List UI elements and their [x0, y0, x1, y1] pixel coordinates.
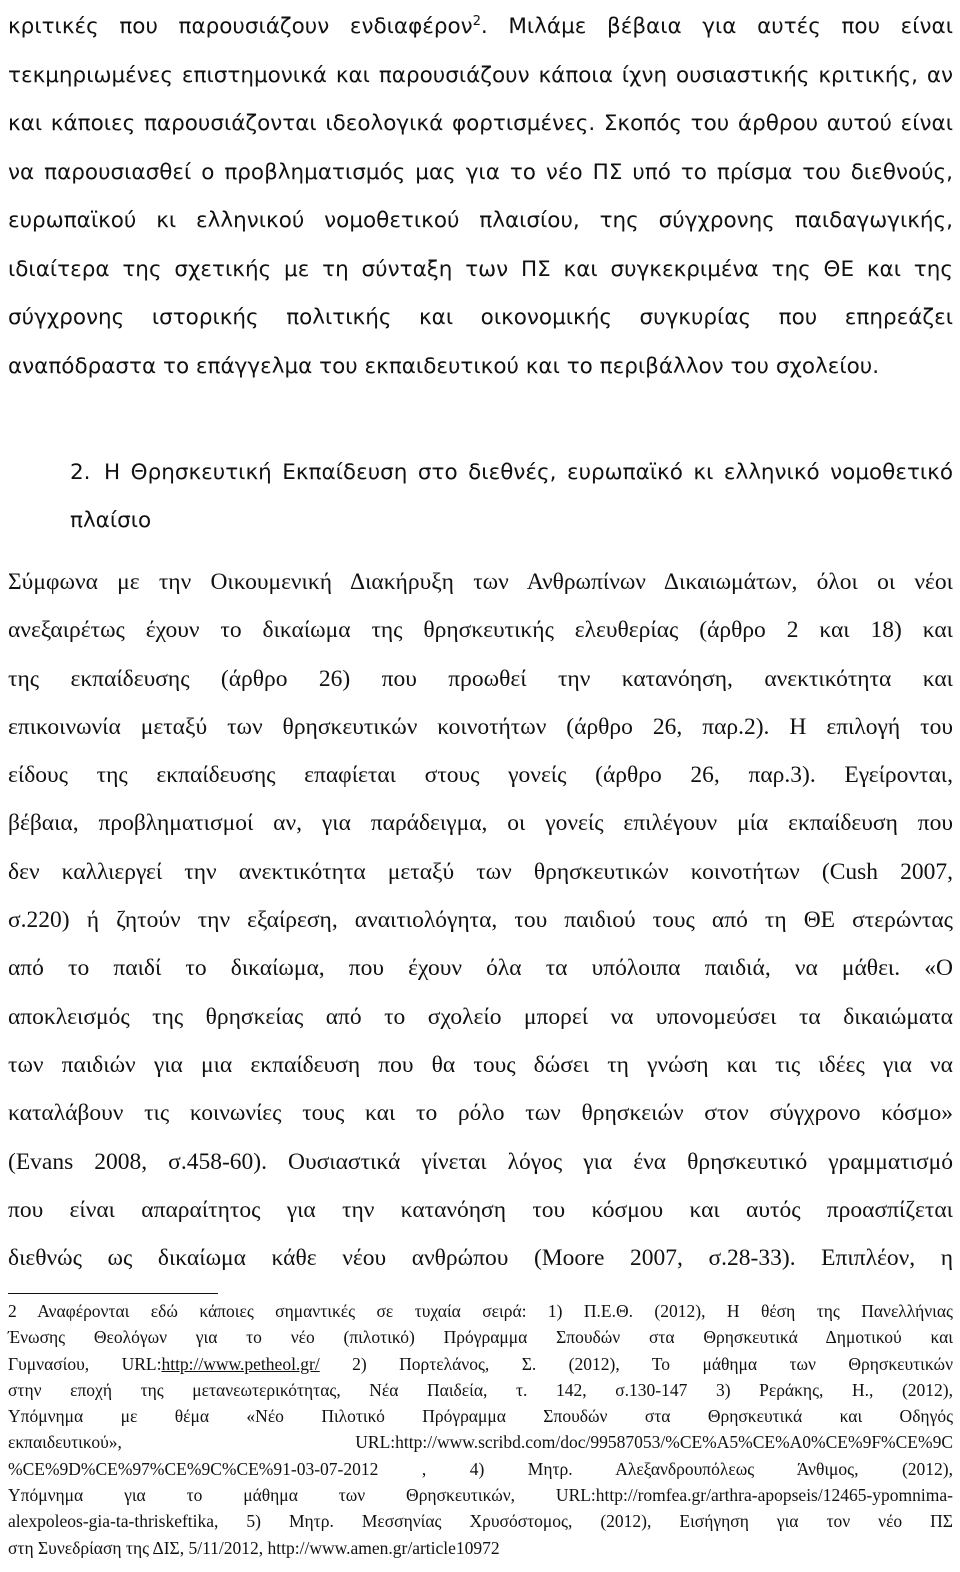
- section-heading: [70, 449, 953, 545]
- footnote-divider: [8, 1293, 218, 1294]
- body-line: από το παιδί το δικαίωμα, που έχουν όλα τα υπόλοιπα παιδιά, να μάθει. «Ο: [8, 955, 953, 982]
- footnote-line-3: Γυμνασίου, URL:http://www.petheol.gr/ 2) Πορτελάνος, Σ. (2012), Το μάθημα των Θρησκευτικών: [8, 1353, 953, 1374]
- body-line: ανεξαιρέτως έχουν το δικαίωμα της θρησκευτικής ελευθερίας (άρθρο 2 και 18) και: [8, 617, 953, 644]
- body-line: αποκλεισμός της θρησκείας από το σχολείο μπορεί να υπονομεύσει τα δικαιώματα: [8, 1003, 953, 1030]
- footnote-line: alexpoleos-gia-ta-thriskeftika, 5) Μητρ. Μεσσηνίας Χρυσόστομος, (2012), Εισήγηση για τον νέο ΠΣ: [8, 1511, 953, 1532]
- footnote-line: 2 Αναφέρονται εδώ κάποιες σημαντικές σε τυχαία σειρά: 1) Π.Ε.Θ. (2012), Η θέση της Πανελλήνιας: [8, 1301, 953, 1321]
- footnote-line: Ένωσης Θεολόγων για το νέο (πιλοτικό) Πρόγραμμα Σπουδών στα Θρησκευτικά Δημοτικού και: [8, 1327, 953, 1348]
- intro-line: σύγχρονης ιστορικής πολιτικής και οικονομικής συγκυρίας που επηρεάζει: [8, 305, 953, 330]
- section-number: 2.: [70, 460, 91, 485]
- footnote-line: %CE%9D%CE%97%CE%9C%CE%91-03-07-2012 , 4) Μητρ. Αλεξανδρουπόλεως Άνθιμος, (2012),: [8, 1458, 953, 1479]
- footnote-line: στη Συνεδρίαση της ΔΙΣ, 5/11/2012, http://www.amen.gr/article10972: [8, 1537, 500, 1558]
- body-line: καταλάβουν τις κοινωνίες τους και το ρόλο των θρησκειών στον σύγχρονο κόσμο»: [8, 1100, 953, 1127]
- footnote: [8, 1298, 953, 1561]
- body-line: (Evans 2008, σ.458-60). Ουσιαστικά γίνεται λόγος για ένα θρησκευτικό γραμματισμό: [8, 1148, 953, 1175]
- section-heading-line-1: [70, 449, 953, 497]
- body-line: επικοινωνία μεταξύ των θρησκευτικών κοινοτήτων (άρθρο 26, παρ.2). Η επιλογή του: [8, 713, 953, 740]
- body-line: που είναι απαραίτητος για την κατανόηση του κόσμου και αυτός προασπίζεται: [8, 1196, 953, 1223]
- footnote-line: Υπόμνημα για το μάθημα των Θρησκευτικών, URL:http://romfea.gr/arthra-apopseis/12465-ypomnima-: [8, 1485, 953, 1506]
- intro-line: και κάποιες παρουσιάζονται ιδεολογικά φορτισμένες. Σκοπός του άρθρου αυτού είναι: [8, 111, 953, 136]
- footnote-line: Υπόμνημα με θέμα «Νέο Πιλοτικό Πρόγραμμα Σπουδών στα Θρησκευτικά και Οδηγός: [8, 1406, 953, 1427]
- section-title: Η Θρησκευτική Εκπαίδευση στο διεθνές, ευρωπαϊκό κι ελληνικό νομοθετικό: [104, 460, 953, 485]
- body-line: σ.220) ή ζητούν την εξαίρεση, αναιτιολόγητα, του παιδιού τους από τη ΘΕ στερώντας: [8, 907, 953, 934]
- section-title-continued: πλαίσιο: [70, 508, 152, 533]
- intro-line: τεκμηριωμένες επιστημονικά και παρουσιάζουν κάποια ίχνη ουσιαστικής κριτικής, αν: [8, 62, 953, 88]
- body-line: των παιδιών για μια εκπαίδευση που θα τους δώσει τη γνώση και τις ιδέες για να: [8, 1051, 953, 1078]
- body-line: είδους της εκπαίδευσης επαφίεται στους γονείς (άρθρο 26, παρ.3). Εγείρονται,: [8, 762, 953, 789]
- body-line: διεθνώς ως δικαίωμα κάθε νέου ανθρώπου (Moore 2007, σ.28-33). Επιπλέον, η: [8, 1245, 953, 1272]
- intro-line: ευρωπαϊκού κι ελληνικού νομοθετικού πλαισίου, της σύγχρονης παιδαγωγικής,: [8, 208, 953, 233]
- intro-line: να παρουσιασθεί ο προβληματισμός μας για το νέο ΠΣ υπό το πρίσμα του διεθνούς,: [8, 159, 953, 185]
- footnote-reference[interactable]: 2: [472, 13, 481, 29]
- body-line: δεν καλλιεργεί την ανεκτικότητα μεταξύ των θρησκευτικών κοινοτήτων (Cush 2007,: [8, 858, 953, 885]
- petheol-link[interactable]: http://www.petheol.gr/: [161, 1353, 320, 1374]
- body-line: βέβαια, προβληματισμοί αν, για παράδειγμα, οι γονείς επιλέγουν μία εκπαίδευση που: [8, 810, 953, 837]
- body-line: της εκπαίδευσης (άρθρο 26) που προωθεί την κατανόηση, ανεκτικότητα και: [8, 665, 953, 692]
- footnote-line: στην εποχή της μετανεωτερικότητας, Νέα Παιδεία, τ. 142, σ.130-147 3) Ρεράκης, Η., (2012),: [8, 1379, 953, 1400]
- intro-paragraph: [8, 3, 953, 391]
- intro-line-1: κριτικές που παρουσιάζουν ενδιαφέρον$^2$. Μιλάμε βέβαια για αυτές που είναι: [8, 13, 953, 39]
- intro-line: αναπόδραστα το επάγγελμα του εκπαιδευτικού και το περιβάλλον του σχολείου.: [8, 353, 880, 379]
- intro-line: ιδιαίτερα της σχετικής με τη σύνταξη των ΠΣ και συγκεκριμένα της ΘΕ και της: [8, 256, 953, 282]
- body-line: Σύμφωνα με την Οικουμενική Διακήρυξη των Ανθρωπίνων Δικαιωμάτων, όλοι οι νέοι: [8, 569, 953, 595]
- body-paragraph: [8, 558, 953, 1282]
- footnote-line: εκπαιδευτικού», URL:http://www.scribd.com/doc/99587053/%CE%A5%CE%A0%CE%9F%CE%9C: [8, 1432, 953, 1453]
